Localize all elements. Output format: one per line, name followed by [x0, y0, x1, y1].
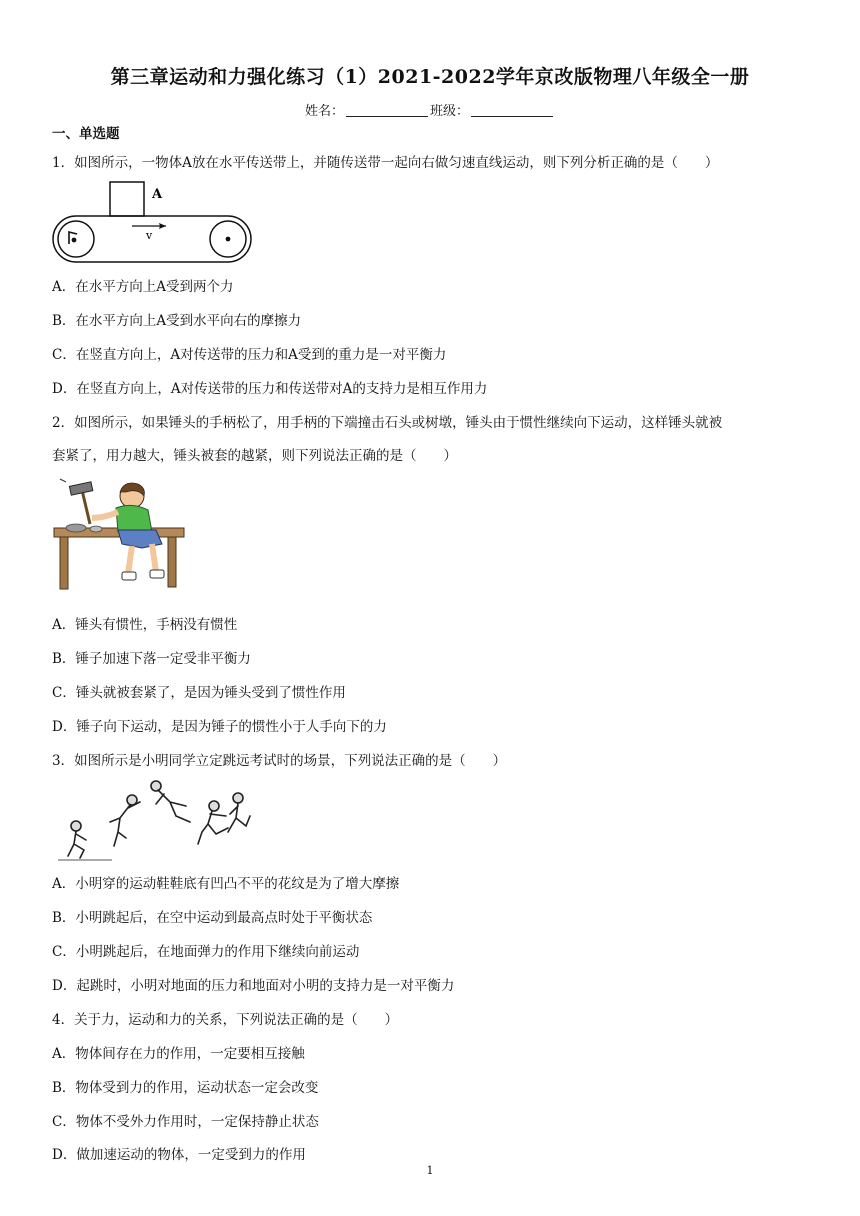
block-a: [110, 182, 144, 216]
question-4-option-b[interactable]: B．物体受到力的作用，运动状态一定会改变: [52, 1080, 319, 1096]
question-1-stem: 1．如图所示，一物体A放在水平传送带上，并随传送带一起向右做匀速直线运动，则下列分析正确的是（ ）: [52, 155, 719, 171]
question-1-option-a[interactable]: A．在水平方向上A受到两个力: [52, 279, 234, 295]
student-info-line: [0, 100, 860, 119]
question-3-option-c[interactable]: C．小明跳起后，在地面弹力的作用下继续向前运动: [52, 944, 360, 960]
question-3-option-d[interactable]: D．起跳时，小明对地面的压力和地面对小明的支持力是一对平衡力: [52, 978, 455, 994]
name-label: 姓名：: [304, 104, 344, 119]
section-heading: 一、单选题: [52, 126, 120, 142]
question-4-option-a[interactable]: A．物体间存在力的作用，一定要相互接触: [52, 1046, 305, 1062]
long-jump-figure: [52, 776, 258, 862]
page-number: 1: [426, 1164, 434, 1177]
conveyor-belt-figure: [52, 178, 252, 266]
question-1-option-c[interactable]: C．在竖直方向上，A对传送带的压力和A受到的重力是一对平衡力: [52, 347, 447, 363]
question-4-option-d[interactable]: D．做加速运动的物体，一定受到力的作用: [52, 1147, 306, 1163]
question-4-option-c[interactable]: C．物体不受外力作用时，一定保持静止状态: [52, 1114, 319, 1130]
hammer-boy-figure: [52, 478, 188, 592]
question-2-option-c[interactable]: C．锤头就被套紧了，是因为锤头受到了惯性作用: [52, 685, 346, 701]
page-title: 第三章运动和力强化练习（1）2021-2022学年京改版物理八年级全一册: [110, 66, 750, 88]
question-2-option-b[interactable]: B．锤子加速下落一定受非平衡力: [52, 651, 251, 667]
question-2-stem-line-1: 2．如图所示，如果锤头的手柄松了，用手柄的下端撞击石头或树墩，锤头由于惯性继续向下运动，这样锤头就被: [52, 415, 723, 431]
question-2-stem-line-2: 套紧了，用力越大，锤头被套的越紧，则下列说法正确的是（ ）: [52, 448, 457, 464]
question-2-option-a[interactable]: A．锤头有惯性，手柄没有惯性: [52, 617, 238, 633]
question-3-option-b[interactable]: B．小明跳起后，在空中运动到最高点时处于平衡状态: [52, 910, 373, 926]
question-3-option-a[interactable]: A．小明穿的运动鞋鞋底有凹凸不平的花纹是为了增大摩擦: [52, 876, 400, 892]
name-blank[interactable]: [346, 103, 428, 117]
class-label: 班级：: [430, 104, 470, 119]
class-blank[interactable]: [471, 103, 553, 117]
block-label: A: [152, 187, 163, 202]
question-1-option-d[interactable]: D．在竖直方向上，A对传送带的压力和传送带对A的支持力是相互作用力: [52, 381, 488, 397]
question-2-option-d[interactable]: D．锤子向下运动，是因为锤子的惯性小于人手向下的力: [52, 719, 387, 735]
velocity-label: v: [146, 229, 153, 242]
question-4-stem: 4．关于力，运动和力的关系，下列说法正确的是（ ）: [52, 1012, 399, 1028]
question-1-option-b[interactable]: B．在水平方向上A受到水平向右的摩擦力: [52, 313, 302, 329]
question-3-stem: 3．如图所示是小明同学立定跳远考试时的场景，下列说法正确的是（ ）: [52, 753, 507, 769]
